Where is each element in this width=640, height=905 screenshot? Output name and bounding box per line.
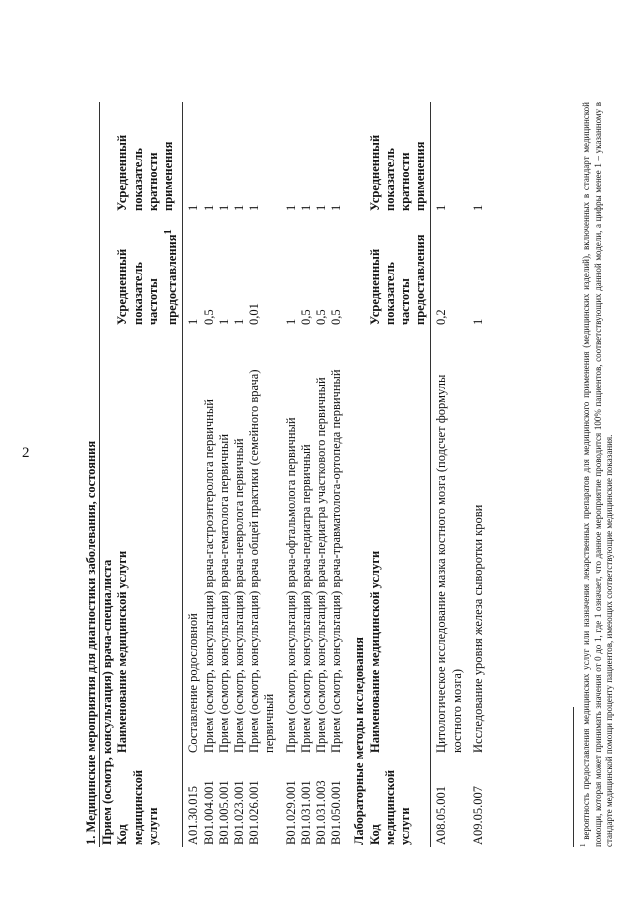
service-name: Прием (осмотр, консультация) врача общей практики (семейного врача) первичный (247, 369, 277, 753)
footnote-text: вероятность предоставления медицинских услуг или назначения лекарственных препаратов для медицинского применения (медицинских изделий), включенных в стандарт медицинской помощи, которая может принимать значения от 0 до 1, где 1 означает, что данное мероприятие проводится 100% пациентов, соответствующих данной модели, а цифры менее 1 – указанному в стандарте медицинской помощи проценту пациентов, имеющих соответствующие медицинские показания. (581, 102, 614, 847)
multiplicity-value: 1 (247, 204, 262, 211)
multiplicity-value: 1 (434, 204, 449, 211)
table-row (431, 102, 471, 847)
frequency-value: 1 (283, 318, 298, 325)
consultations-table (99, 102, 344, 847)
table-row (314, 102, 329, 847)
header-frequency-text: Усредненный показатель частоты предоставления (115, 234, 180, 325)
multiplicity-value: 1 (283, 204, 298, 211)
footnote (573, 102, 616, 847)
service-name: Цитологическое исследование мазка костного мозга (подсчет формулы костного мозга) (434, 374, 464, 753)
service-name: Прием (осмотр, консультация) врача-травматолога-ортопеда первичный (329, 369, 344, 753)
table-row (217, 102, 232, 847)
service-code: B01.031.001 (298, 780, 313, 845)
multiplicity-value: 1 (201, 204, 216, 211)
frequency-value: 0,5 (314, 309, 328, 325)
service-name: Составление родословной (186, 613, 201, 753)
header-name: Наименование медицинской услуги (115, 327, 182, 755)
service-name: Прием (осмотр, консультация) врача-педиатра участкового первичный (314, 377, 328, 753)
header-multiplicity: Усредненный показатель кратности применения (115, 102, 182, 213)
footnote-divider (573, 707, 574, 847)
footnote-marker: 1 (579, 843, 587, 847)
header-code: Код медицинской услуги (368, 755, 431, 847)
header-frequency (115, 213, 182, 327)
service-code: A08.05.001 (434, 785, 449, 845)
frequency-value: 0,01 (247, 303, 262, 325)
multiplicity-value: 1 (231, 204, 246, 211)
table-row (471, 102, 486, 847)
multiplicity-value: 1 (470, 204, 485, 211)
table-row (202, 102, 217, 847)
service-code: B01.031.003 (314, 780, 328, 845)
service-name: Прием (осмотр, консультация) врача-гастроэнтеролога первичный (201, 399, 216, 753)
frequency-value: 1 (231, 318, 246, 325)
service-code: B01.005.001 (216, 780, 231, 845)
frequency-value: 0,5 (201, 309, 216, 325)
frequency-value: 1 (186, 318, 201, 325)
table-row (329, 102, 344, 847)
service-name: Прием (осмотр, консультация) врача-педиатра первичный (298, 444, 313, 753)
service-code: A09.05.007 (470, 785, 485, 845)
service-code: B01.026.001 (247, 780, 262, 845)
page-number: 2 (22, 445, 30, 461)
service-name: Исследование уровня железа сыворотки крови (470, 504, 485, 753)
lab-table (352, 102, 486, 847)
footnote-ref: 1 (163, 229, 175, 235)
table-row (232, 102, 247, 847)
header-name: Наименование медицинской услуги (368, 327, 431, 755)
multiplicity-value: 1 (298, 204, 313, 211)
header-multiplicity: Усредненный показатель кратности применения (368, 102, 431, 213)
block1-title: Прием (осмотр, консультация) врача-специалиста (100, 102, 116, 847)
header-frequency: Усредненный показатель частоты предоставления (368, 213, 431, 327)
block2-title: Лабораторные методы исследования (352, 637, 367, 845)
multiplicity-value: 1 (216, 204, 231, 211)
service-code: B01.050.001 (329, 780, 344, 845)
table-row (299, 102, 314, 847)
frequency-value: 1 (216, 318, 231, 325)
frequency-value: 0,5 (329, 309, 344, 325)
service-code: B01.029.001 (283, 780, 298, 845)
service-name: Прием (осмотр, консультация) врача-офтальмолога первичный (283, 417, 298, 753)
table-row (247, 102, 283, 847)
multiplicity-value: 1 (186, 204, 201, 211)
service-code: B01.023.001 (231, 780, 246, 845)
frequency-value: 0,2 (434, 309, 449, 325)
service-code: B01.004.001 (201, 780, 216, 845)
table-row (284, 102, 299, 847)
frequency-value: 0,5 (298, 309, 313, 325)
document-body (84, 102, 486, 847)
section-title: 1. Медицинские мероприятия для диагностики заболевания, состояния (84, 440, 98, 845)
multiplicity-value: 1 (314, 204, 328, 211)
frequency-value: 1 (470, 318, 485, 325)
service-code: A01.30.015 (186, 785, 201, 845)
service-name: Прием (осмотр, консультация) врача-гематолога первичный (216, 433, 231, 753)
table-row (183, 102, 202, 847)
multiplicity-value: 1 (329, 204, 344, 211)
header-code: Код медицинской услуги (115, 755, 182, 847)
service-name: Прием (осмотр, консультация) врача-невролога первичный (231, 438, 246, 753)
